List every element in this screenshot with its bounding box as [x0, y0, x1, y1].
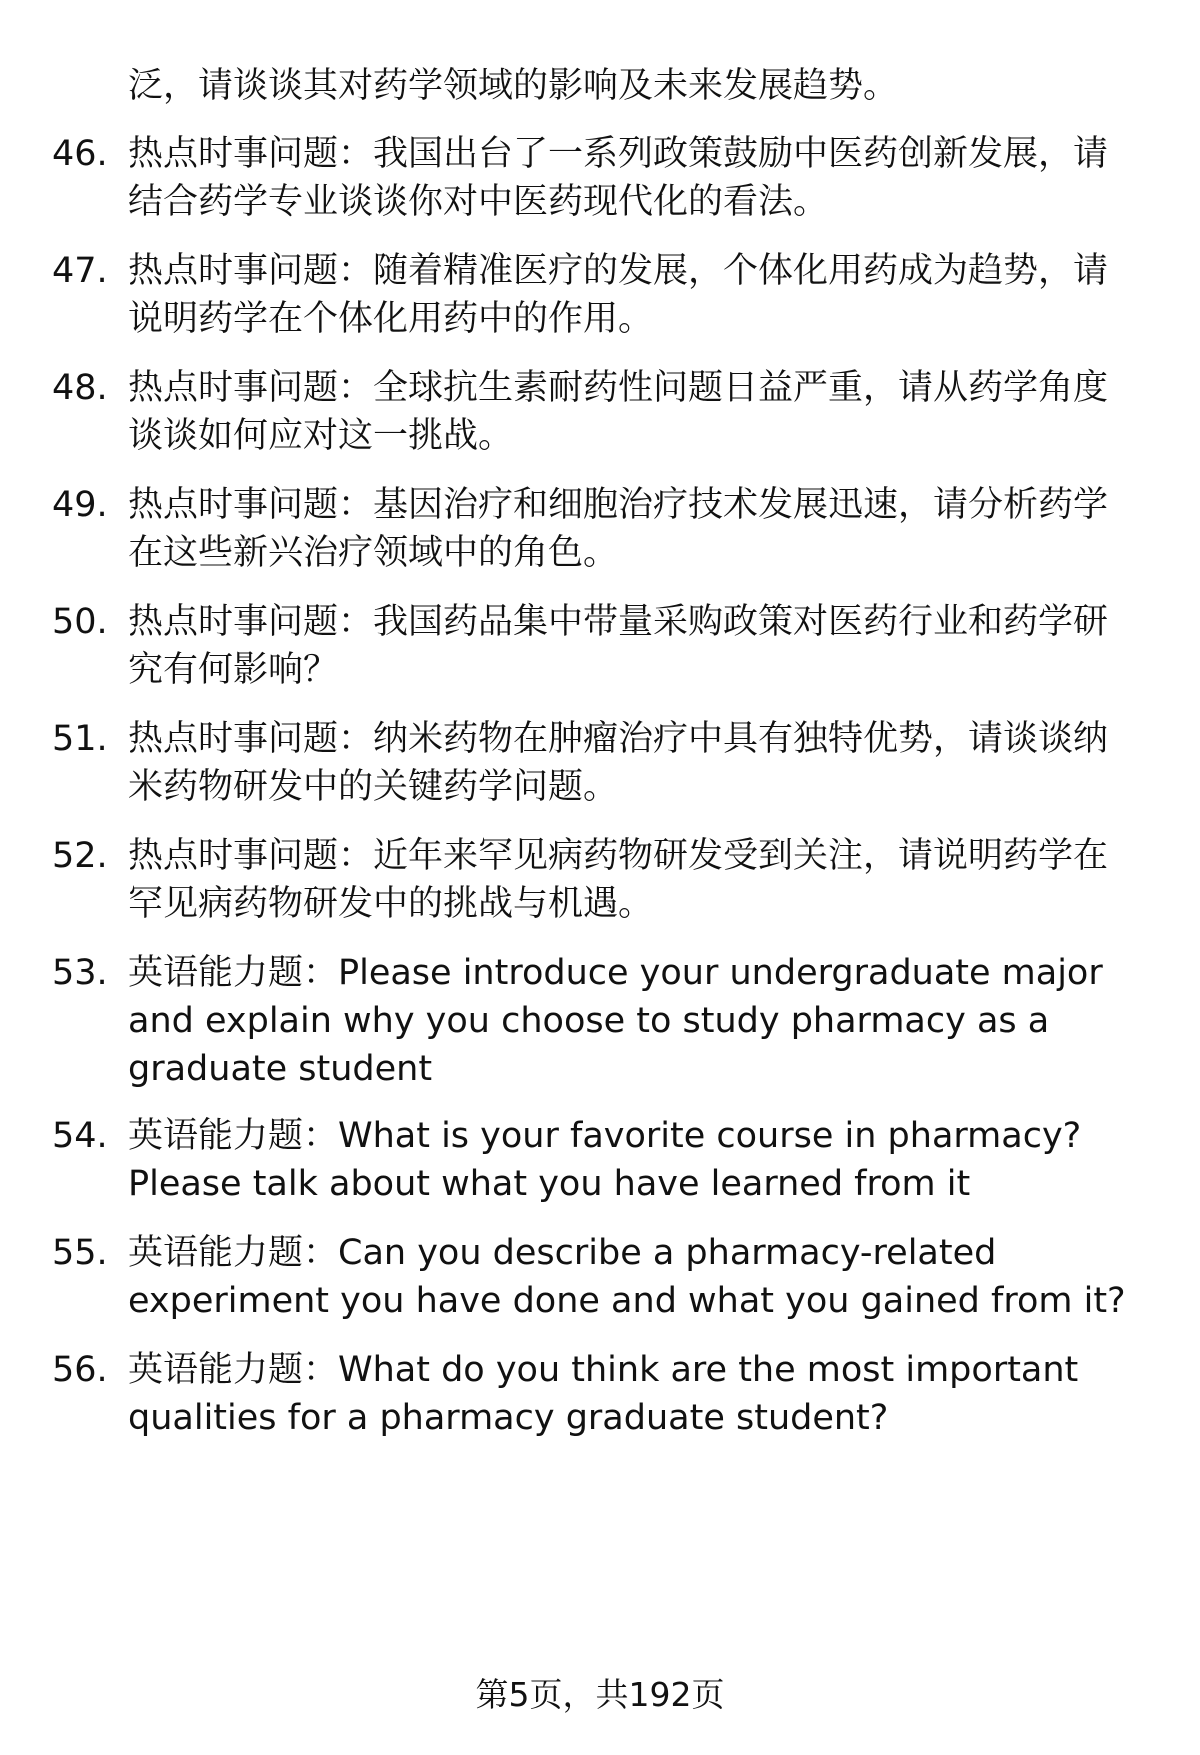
question-text: 热点时事问题：纳米药物在肿瘤治疗中具有独特优势，请谈谈纳米药物研发中的关键药学问题。 [128, 719, 1109, 807]
question-number: 47. [52, 251, 108, 291]
question-text: 热点时事问题：近年来罕见病药物研发受到关注，请说明药学在罕见病药物研发中的挑战与机遇。 [128, 836, 1109, 924]
question-text: 热点时事问题：随着精准医疗的发展，个体化用药成为趋势，请说明药学在个体化用药中的作用。 [128, 251, 1109, 339]
question-text: 热点时事问题：全球抗生素耐药性问题日益严重，请从药学角度谈谈如何应对这一挑战。 [128, 368, 1109, 456]
page-footer: 第5页，共192页 [475, 1675, 725, 1714]
question-text: 英语能力题：Please introduce your undergraduate major and explain why you choose to study pharmacy as a graduate student [128, 953, 1103, 1089]
question-number: 50. [52, 602, 108, 642]
question-text: 热点时事问题：我国出台了一系列政策鼓励中医药创新发展，请结合药学专业谈谈你对中医药现代化的看法。 [128, 134, 1109, 222]
question-number: 48. [52, 368, 108, 408]
question-text: 英语能力题：What do you think are the most important qualities for a pharmacy graduate student? [128, 1350, 1079, 1438]
question-number: 51. [52, 719, 108, 759]
question-number: 52. [52, 836, 108, 876]
question-text: 英语能力题：Can you describe a pharmacy-related experiment you have done and what you gained from it? [128, 1233, 1126, 1321]
question-number: 53. [52, 953, 108, 993]
question-text: 热点时事问题：我国药品集中带量采购政策对医药行业和药学研究有何影响？ [128, 602, 1109, 690]
question-text: 英语能力题：What is your favorite course in pharmacy? Please talk about what you have learned from it [128, 1116, 1082, 1204]
continuation-text: 泛，请谈谈其对药学领域的影响及未来发展趋势。 [128, 66, 899, 106]
question-number: 49. [52, 485, 108, 525]
question-number: 54. [52, 1116, 108, 1156]
question-number: 46. [52, 134, 108, 174]
question-number: 55. [52, 1233, 108, 1273]
question-text: 热点时事问题：基因治疗和细胞治疗技术发展迅速，请分析药学在这些新兴治疗领域中的角色。 [128, 485, 1109, 573]
question-number: 56. [52, 1350, 108, 1390]
